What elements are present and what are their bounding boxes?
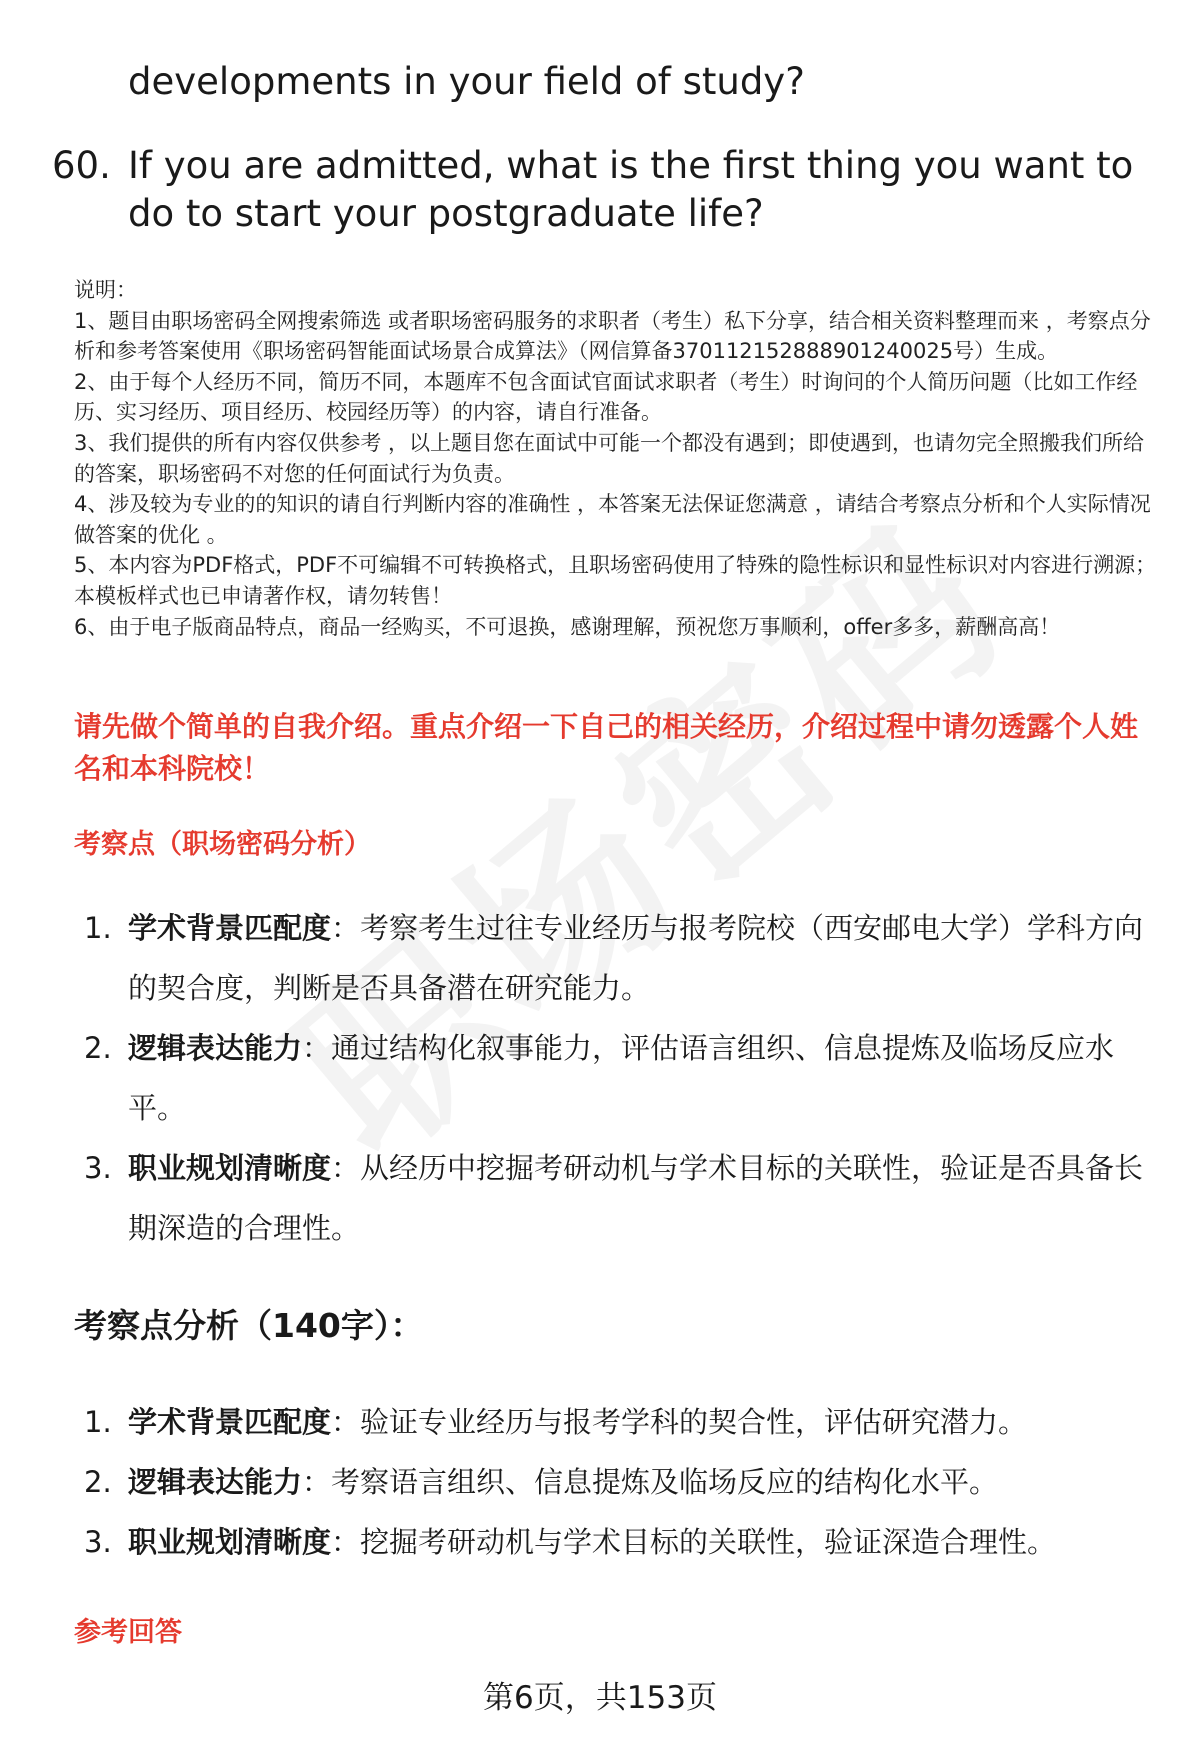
item-title: 职业规划清晰度 [128,1151,332,1185]
list-item [84,1512,1164,1572]
question-text: If you are admitted, what is the first thing you want to do to start your postgraduate life? [128,144,1134,235]
item-title: 职业规划清晰度 [128,1525,332,1559]
interview-question: 请先做个简单的自我介绍。重点介绍一下自己的相关经历，介绍过程中请勿透露个人姓名和本科院校！ [74,710,1139,785]
item-number: 2. [84,1465,112,1499]
page-footer: 第6页，共153页 [483,1680,717,1716]
note-item: 4、涉及较为专业的的知识的请自行判断内容的准确性 ，本答案无法保证您满意 ，请结合考察点分析和个人实际情况做答案的优化 。 [74,492,1151,547]
item-text: 通过结构化叙事能力，评估语言组织、信息提炼及临场反应水平。 [128,1031,1115,1125]
item-title: 逻辑表达能力 [128,1465,303,1499]
item-text: 挖掘考研动机与学术目标的关联性，验证深造合理性。 [360,1525,1057,1559]
item-title: 学术背景匹配度 [128,911,332,945]
notes-title: 说明： [74,278,137,302]
list-item [84,898,1164,1018]
item-number: 3. [84,1151,112,1185]
list-item [84,1138,1164,1258]
item-text: 考察语言组织、信息提炼及临场反应的结构化水平。 [331,1465,999,1499]
notes-section [74,275,1159,642]
item-separator: ： [331,1151,361,1185]
item-number: 1. [84,1405,112,1439]
question-continuation: developments in your field of study? [128,60,805,103]
item-title: 逻辑表达能力 [128,1031,303,1065]
item-title: 学术背景匹配度 [128,1405,332,1439]
item-text: 从经历中挖掘考研动机与学术目标的关联性，验证是否具备长期深造的合理性。 [128,1151,1144,1245]
note-item: 2、由于每个人经历不同，简历不同，本题库不包含面试官面试求职者（考生）时询问的个人简历问题（比如工作经历、实习经历、项目经历、校园经历等）的内容，请自行准备。 [74,369,1138,425]
item-separator: ： [331,911,361,945]
item-text: 考察考生过往专业经历与报考院校（西安邮电大学）学科方向的契合度，判断是否具备潜在研究能力。 [128,911,1144,1005]
answer-heading: 参考回答 [74,1617,182,1648]
analysis-heading: 考察点分析（140字）： [74,1306,424,1345]
item-number: 1. [84,911,112,945]
note-item: 5、本内容为PDF格式，PDF不可编辑不可转换格式，且职场密码使用了特殊的隐性标识和显性标识对内容进行溯源；本模板样式也已申请著作权，请勿转售！ [74,553,1157,608]
points-list [84,898,1164,1258]
item-separator: ： [302,1031,332,1065]
item-text: 验证专业经历与报考学科的契合性，评估研究潜力。 [360,1405,1028,1439]
list-item [84,1392,1164,1452]
note-item: 1、题目由职场密码全网搜索筛选 或者职场密码服务的求职者（考生）私下分享，结合相关资料整理而来 ，考察点分析和参考答案使用《职场密码智能面试场景合成算法》（网信算备370112152888901240025号）生成。 [74,308,1151,364]
item-number: 3. [84,1525,112,1559]
item-separator: ： [302,1465,332,1499]
points-heading: 考察点（职场密码分析） [74,829,371,860]
item-separator: ： [331,1525,361,1559]
item-number: 2. [84,1031,112,1065]
question-number: 60. [52,144,111,187]
note-item: 3、我们提供的所有内容仅供参考 ，以上题目您在面试中可能一个都没有遇到；即使遇到，也请勿完全照搬我们所给的答案，职场密码不对您的任何面试行为负责。 [74,430,1145,486]
note-item: 6、由于电子版商品特点，商品一经购买，不可退换，感谢理解，预祝您万事顺利，offer多多，薪酬高高！ [74,614,1061,639]
list-item [84,1018,1164,1138]
analysis-list [84,1392,1164,1572]
item-separator: ： [331,1405,361,1439]
list-item [84,1452,1164,1512]
